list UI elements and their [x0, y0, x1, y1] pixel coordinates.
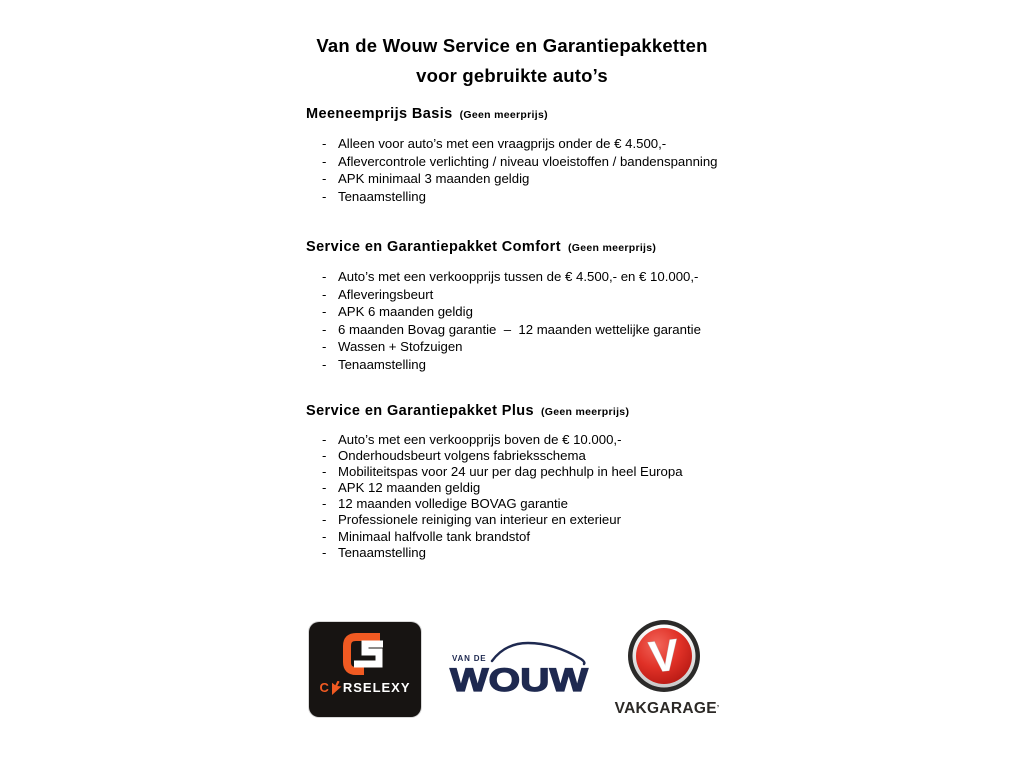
carselexy-monogram-icon — [334, 631, 396, 677]
list-item: - Minimaal halfvolle tank brandstof — [322, 529, 776, 545]
section-item-list — [322, 135, 776, 205]
section-note: (Geen meerprijs) — [459, 109, 548, 121]
section-note: (Geen meerprijs) — [541, 406, 630, 418]
list-item: - Professionele reiniging van interieur en exterieur — [322, 512, 776, 528]
section-pakket-plus — [306, 401, 776, 561]
vakgarage-wordmark-text: VAKGARAGE — [614, 700, 717, 717]
list-item: - Onderhoudsbeurt volgens fabrieksschema — [322, 448, 776, 464]
section-heading-text: Meeneemprijs Basis — [306, 106, 453, 122]
van-de-wouw-logo-graphic — [448, 636, 592, 698]
list-item: - Alleen voor auto’s met een vraagprijs onder de € 4.500,- — [322, 135, 776, 153]
list-item: - Auto’s met een verkoopprijs boven de € 10.000,- — [322, 432, 776, 448]
vakgarage-badge-icon — [614, 618, 720, 694]
van-de-wouw-wordmark: WOUW — [450, 662, 590, 698]
vakgarage-logo — [614, 618, 720, 716]
van-de-wouw-top-text: VAN DE — [452, 654, 487, 663]
list-item: - Tenaamstelling — [322, 356, 776, 374]
van-de-wouw-logo — [448, 636, 592, 698]
list-item: - Tenaamstelling — [322, 188, 776, 206]
section-heading-text: Service en Garantiepakket Comfort — [306, 239, 561, 255]
list-item: - APK minimaal 3 maanden geldig — [322, 170, 776, 188]
car-silhouette-icon — [492, 643, 584, 664]
list-item: - Aflevercontrole verlichting / niveau vloeistoffen / bandenspanning — [322, 153, 776, 171]
section-heading-text: Service en Garantiepakket Plus — [306, 403, 534, 419]
list-item: - Tenaamstelling — [322, 545, 776, 561]
list-item: - Auto’s met een verkoopprijs tussen de € 4.500,- en € 10.000,- — [322, 268, 776, 286]
vakgarage-wordmark — [614, 701, 720, 717]
section-heading — [306, 401, 776, 422]
section-pakket-comfort — [306, 237, 776, 374]
page-title — [0, 31, 1024, 91]
section-meeneemprijs-basis — [306, 104, 776, 205]
section-note: (Geen meerprijs) — [567, 242, 657, 254]
carselexy-wordmark — [319, 681, 410, 695]
list-item: - Mobiliteitspas voor 24 uur per dag pechhulp in heel Europa — [322, 464, 776, 480]
carselexy-wordmark-prefix: C — [319, 680, 330, 695]
list-item: - Afleveringsbeurt — [322, 286, 776, 304]
section-item-list — [322, 268, 776, 374]
section-heading — [306, 237, 776, 258]
vakgarage-trademark: ’ — [716, 704, 720, 713]
list-item: - APK 6 maanden geldig — [322, 303, 776, 321]
list-item: - APK 12 maanden geldig — [322, 480, 776, 496]
cursor-arrow-icon — [331, 681, 342, 695]
section-item-list — [322, 432, 776, 561]
list-item: - 12 maanden volledige BOVAG garantie — [322, 496, 776, 512]
title-line-2: voor gebruikte auto’s — [416, 65, 608, 86]
title-line-1: Van de Wouw Service en Garantiepakketten — [316, 35, 708, 56]
vakgarage-badge-letter: V — [646, 630, 682, 683]
carselexy-wordmark-suffix: RSELEXY — [342, 680, 411, 695]
carselexy-logo — [309, 622, 421, 717]
section-heading — [306, 104, 776, 125]
list-item: - 6 maanden Bovag garantie – 12 maanden wettelijke garantie — [322, 321, 776, 339]
list-item: - Wassen + Stofzuigen — [322, 338, 776, 356]
